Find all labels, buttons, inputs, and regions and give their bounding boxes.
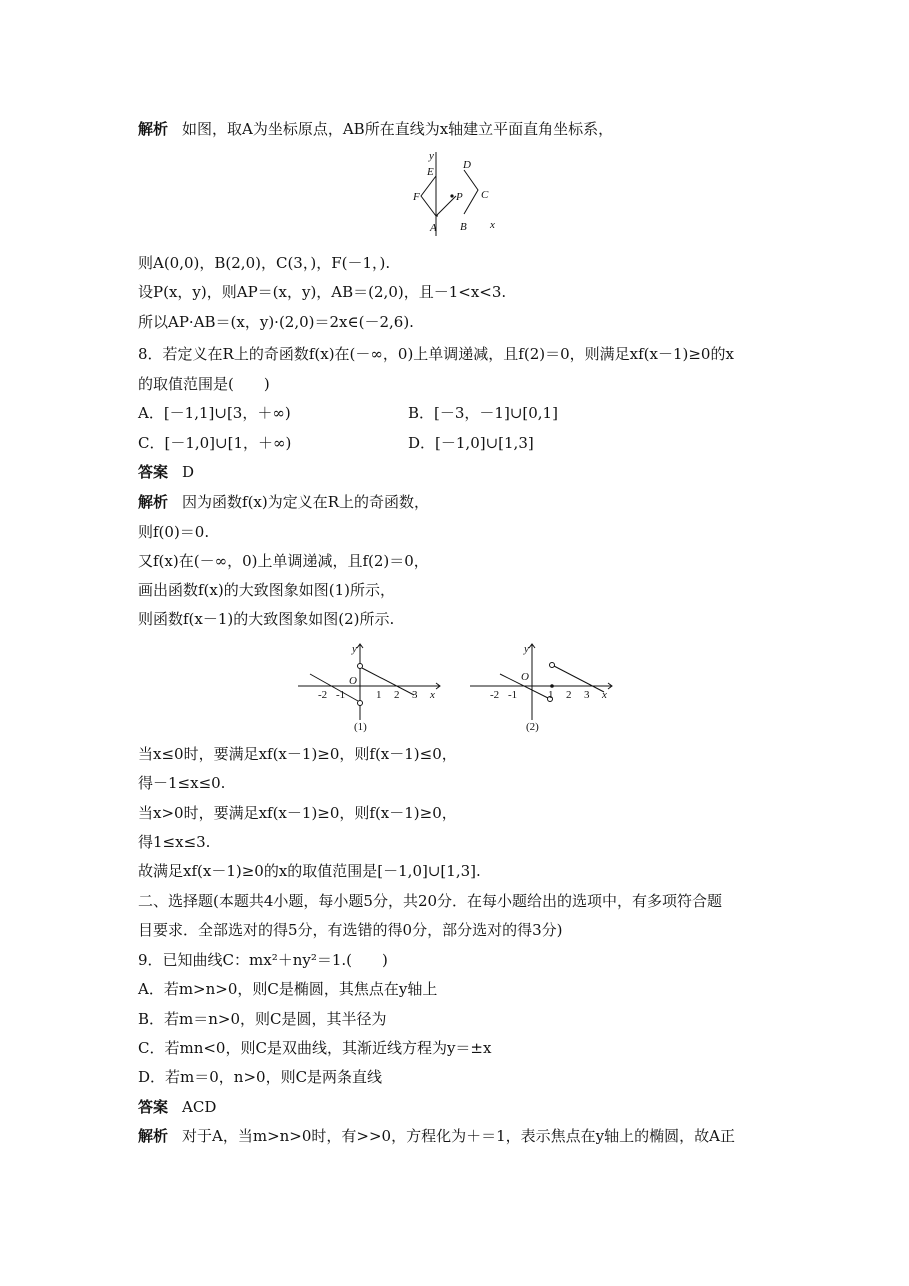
- fig1-tick-1: 1: [376, 689, 382, 701]
- question-9-option-c: C．若mn<0，则C是双曲线，其渐近线方程为y＝±x: [138, 1039, 492, 1057]
- analysis-8-line-4: 画出函数f(x)的大致图象如图(1)所示，: [138, 581, 395, 599]
- analysis-8-line-3: 又f(x)在(－∞，0)上单调递减，且f(2)＝0，: [138, 552, 429, 570]
- analysis-8-line-9: 得1≤x≤3.: [138, 833, 211, 851]
- fig1-tick-neg1: -1: [336, 689, 346, 701]
- analysis-label: 解析: [138, 120, 169, 138]
- question-8-option-b: B．[－3，－1]∪[0,1]: [408, 404, 558, 422]
- fig2-label-x: x: [602, 689, 607, 701]
- section-2-heading-2: 目要求．全部选对的得5分，有选错的得0分，部分选对的得3分): [138, 921, 563, 939]
- fig1-label-o: O: [349, 675, 357, 687]
- fig1-caption: (1): [354, 721, 367, 733]
- answer-8: [138, 461, 194, 483]
- fig1-label-y: y: [352, 643, 357, 655]
- question-8-stem-2: 的取值范围是( ): [138, 375, 270, 393]
- answer-9: [138, 1096, 216, 1118]
- fig-label-a: A: [430, 222, 437, 234]
- analysis-7-line-3: 设P(x，y)，则AP＝(x，y)，AB＝(2,0)，且－1<x<3.: [138, 283, 507, 301]
- fig-label-y: y: [429, 150, 434, 162]
- fig-label-f: F: [413, 191, 420, 203]
- function-graph-figure-2: [468, 640, 618, 736]
- analysis-label: 解析: [138, 1127, 169, 1145]
- analysis-label: 解析: [138, 493, 169, 511]
- answer-value: D: [182, 463, 195, 481]
- fig1-tick-3: 3: [412, 689, 418, 701]
- fig-label-p: P: [456, 191, 463, 203]
- analysis-7-line-4: 所以AP·AB＝(x，y)·(2,0)＝2x∈(－2,6).: [138, 313, 414, 331]
- question-9-option-a: A．若m>n>0，则C是椭圆，其焦点在y轴上: [138, 980, 438, 998]
- analysis-8-line-10: 故满足xf(x－1)≥0的x的取值范围是[－1,0]∪[1,3].: [138, 862, 481, 880]
- analysis-8-line-8: 当x>0时，要满足xf(x－1)≥0，则f(x－1)≥0，: [138, 804, 457, 822]
- answer-label: 答案: [138, 1098, 169, 1116]
- question-9-option-d: D．若m＝0，n>0，则C是两条直线: [138, 1068, 383, 1086]
- fig2-tick-3: 3: [584, 689, 590, 701]
- fig-label-d: D: [463, 159, 471, 171]
- section-2-heading-1: 二、选择题(本题共4小题，每小题5分，共20分．在每小题给出的选项中，有多项符合题: [138, 892, 723, 910]
- question-8-option-d: D．[－1,0]∪[1,3]: [408, 434, 534, 452]
- fig-label-c: C: [481, 189, 489, 201]
- analysis-text: 因为函数f(x)为定义在R上的奇函数，: [182, 493, 430, 511]
- question-8-option-a: A．[－1,1]∪[3，＋∞): [138, 404, 291, 422]
- fig1-tick-neg2: -2: [318, 689, 328, 701]
- fig1-label-x: x: [430, 689, 435, 701]
- analysis-8-line-5: 则函数f(x－1)的大致图象如图(2)所示.: [138, 610, 395, 628]
- analysis-text: 如图，取A为坐标原点，AB所在直线为x轴建立平面直角坐标系，: [182, 120, 614, 138]
- fig2-label-y: y: [524, 643, 529, 655]
- fig-label-x: x: [490, 219, 495, 231]
- answer-label: 答案: [138, 463, 169, 481]
- analysis-text: 对于A，当m>n>0时，有>>0，方程化为＋＝1，表示焦点在y轴上的椭圆，故A正: [182, 1127, 735, 1145]
- hexagon-coordinate-figure: [405, 148, 505, 238]
- fig2-tick-neg1: -1: [508, 689, 518, 701]
- question-9-stem: 9．已知曲线C：mx²＋ny²＝1.( ): [138, 951, 388, 969]
- analysis-8-line-1: [138, 491, 429, 513]
- fig2-caption: (2): [526, 721, 539, 733]
- function-graph-figure-1: [296, 640, 446, 736]
- analysis-7-line-2: 则A(0,0)，B(2,0)，C(3，)，F(－1，).: [138, 254, 391, 272]
- fig2-tick-2: 2: [566, 689, 572, 701]
- fig2-tick-1: 1: [548, 689, 554, 701]
- fig2-label-o: O: [521, 671, 529, 683]
- fig1-tick-2: 2: [394, 689, 400, 701]
- fig-label-e: E: [427, 166, 434, 178]
- analysis-8-line-7: 得－1≤x≤0.: [138, 774, 226, 792]
- analysis-7-line-1: [138, 118, 613, 140]
- answer-value: ACD: [182, 1098, 217, 1116]
- fig2-tick-neg2: -2: [490, 689, 500, 701]
- analysis-8-line-2: 则f(0)＝0.: [138, 523, 210, 541]
- fig-label-b: B: [460, 221, 467, 233]
- question-8-stem-1: 8．若定义在R上的奇函数f(x)在(－∞，0)上单调递减，且f(2)＝0，则满足xf(x－1)≥0的x: [138, 345, 734, 363]
- question-9-option-b: B．若m＝n>0，则C是圆，其半径为: [138, 1010, 387, 1028]
- analysis-9-line-1: [138, 1125, 735, 1147]
- analysis-8-line-6: 当x≤0时，要满足xf(x－1)≥0，则f(x－1)≤0，: [138, 745, 457, 763]
- question-8-option-c: C．[－1,0]∪[1，＋∞): [138, 434, 292, 452]
